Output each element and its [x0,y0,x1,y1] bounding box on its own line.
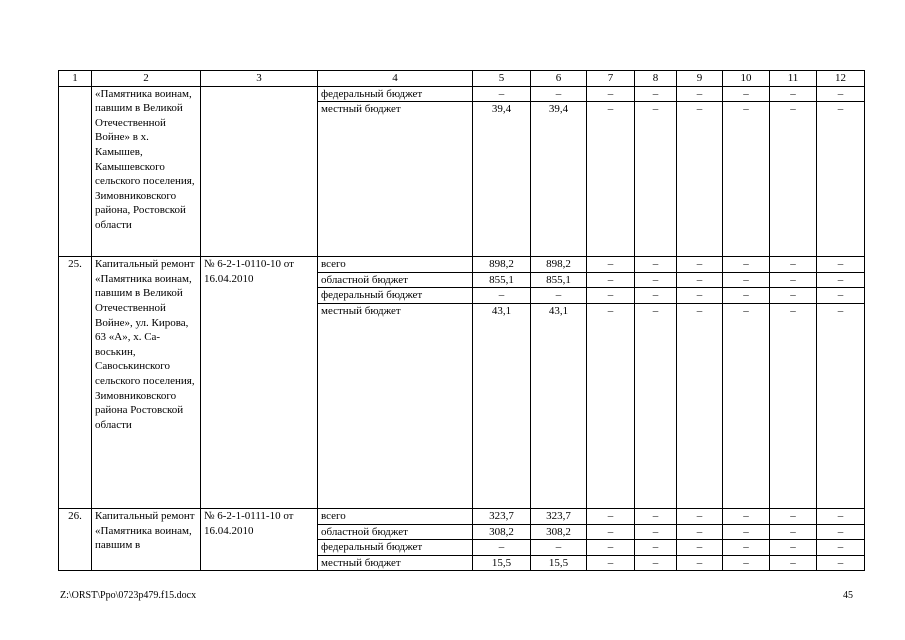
column-10-value: – [723,524,770,540]
column-11-value: – [770,102,817,257]
column-6-value: – [531,288,587,304]
column-8-value: – [635,288,677,304]
column-5-value: 15,5 [473,555,531,571]
column-11-value: – [770,555,817,571]
item-number-cell: 26. [59,508,92,570]
column-10-value: – [723,303,770,508]
column-6-value: 39,4 [531,102,587,257]
column-7-value: – [587,540,635,556]
column-12-value: – [817,86,865,102]
document-number-cell: № 6-2-1-0110-10 от 16.04.2010 [201,257,318,509]
item-number-cell [59,86,92,257]
column-number-9: 9 [677,71,723,87]
column-8-value: – [635,555,677,571]
column-8-value: – [635,524,677,540]
funding-source-cell: местный бюджет [318,555,473,571]
column-11-value: – [770,257,817,273]
column-12-value: – [817,257,865,273]
column-9-value: – [677,272,723,288]
column-5-value: – [473,288,531,304]
column-8-value: – [635,540,677,556]
table-row [59,257,865,273]
column-number-6: 6 [531,71,587,87]
column-7-value: – [587,86,635,102]
column-11-value: – [770,288,817,304]
column-10-value: – [723,86,770,102]
column-5-value: – [473,540,531,556]
column-number-header-row [59,71,865,87]
column-9-value: – [677,257,723,273]
column-6-value: 323,7 [531,508,587,524]
column-11-value: – [770,540,817,556]
column-8-value: – [635,303,677,508]
column-9-value: – [677,102,723,257]
column-10-value: – [723,102,770,257]
column-5-value: 855,1 [473,272,531,288]
column-number-10: 10 [723,71,770,87]
column-11-value: – [770,303,817,508]
column-12-value: – [817,303,865,508]
column-6-value: 308,2 [531,524,587,540]
document-number-cell [201,86,318,257]
column-number-8: 8 [635,71,677,87]
column-5-value: 39,4 [473,102,531,257]
column-9-value: – [677,288,723,304]
funding-source-cell: областной бюджет [318,272,473,288]
column-number-12: 12 [817,71,865,87]
funding-source-cell: федеральный бюджет [318,540,473,556]
column-12-value: – [817,540,865,556]
column-11-value: – [770,524,817,540]
column-10-value: – [723,257,770,273]
column-11-value: – [770,86,817,102]
column-11-value: – [770,272,817,288]
column-number-2: 2 [92,71,201,87]
table-row [59,508,865,524]
column-6-value: 855,1 [531,272,587,288]
column-6-value: 898,2 [531,257,587,273]
document-number-cell: № 6-2-1-0111-10 от 16.04.2010 [201,508,318,570]
column-12-value: – [817,555,865,571]
column-12-value: – [817,508,865,524]
budget-table [58,70,865,571]
column-12-value: – [817,272,865,288]
column-5-value: 43,1 [473,303,531,508]
column-12-value: – [817,524,865,540]
column-number-7: 7 [587,71,635,87]
column-12-value: – [817,288,865,304]
column-7-value: – [587,303,635,508]
column-6-value: 15,5 [531,555,587,571]
funding-source-cell: всего [318,257,473,273]
page-number: 45 [843,590,853,601]
column-7-value: – [587,555,635,571]
column-7-value: – [587,524,635,540]
column-8-value: – [635,86,677,102]
column-number-1: 1 [59,71,92,87]
column-12-value: – [817,102,865,257]
column-7-value: – [587,272,635,288]
object-name-cell: Капитальный ремонт «Памятника воинам, павшим в [92,508,201,570]
column-9-value: – [677,555,723,571]
column-8-value: – [635,257,677,273]
column-10-value: – [723,540,770,556]
column-5-value: 308,2 [473,524,531,540]
column-5-value: – [473,86,531,102]
funding-source-cell: местный бюджет [318,102,473,257]
column-8-value: – [635,272,677,288]
object-name-cell: Капитальный ремонт «Памятника воинам, павшим в Великой Отечественной Войне», ул. Кирова, 63 «А», х. Савоськин, Савоськинского сельского поселения, Зимовниковского района Ростовской области [92,257,201,509]
column-number-4: 4 [318,71,473,87]
column-5-value: 898,2 [473,257,531,273]
column-7-value: – [587,102,635,257]
table-row [59,86,865,102]
column-number-3: 3 [201,71,318,87]
funding-source-cell: федеральный бюджет [318,86,473,102]
column-10-value: – [723,508,770,524]
item-number-cell: 25. [59,257,92,509]
column-9-value: – [677,303,723,508]
column-9-value: – [677,540,723,556]
column-6-value: 43,1 [531,303,587,508]
funding-source-cell: областной бюджет [318,524,473,540]
funding-source-cell: местный бюджет [318,303,473,508]
column-9-value: – [677,508,723,524]
column-7-value: – [587,508,635,524]
column-6-value: – [531,86,587,102]
object-name-cell: «Памятника воинам, павшим в Великой Отечественной Войне» в х. Камышев, Камышевского сельского поселения, Зимовниковского района, Ростовской области [92,86,201,257]
column-9-value: – [677,524,723,540]
column-9-value: – [677,86,723,102]
column-7-value: – [587,288,635,304]
column-6-value: – [531,540,587,556]
column-8-value: – [635,102,677,257]
column-number-11: 11 [770,71,817,87]
column-7-value: – [587,257,635,273]
funding-source-cell: всего [318,508,473,524]
column-10-value: – [723,555,770,571]
column-number-5: 5 [473,71,531,87]
column-10-value: – [723,288,770,304]
column-10-value: – [723,272,770,288]
footer-file-path: Z:\ORST\Ppo\0723p479.f15.docx [60,590,197,601]
column-5-value: 323,7 [473,508,531,524]
funding-source-cell: федеральный бюджет [318,288,473,304]
column-8-value: – [635,508,677,524]
column-11-value: – [770,508,817,524]
